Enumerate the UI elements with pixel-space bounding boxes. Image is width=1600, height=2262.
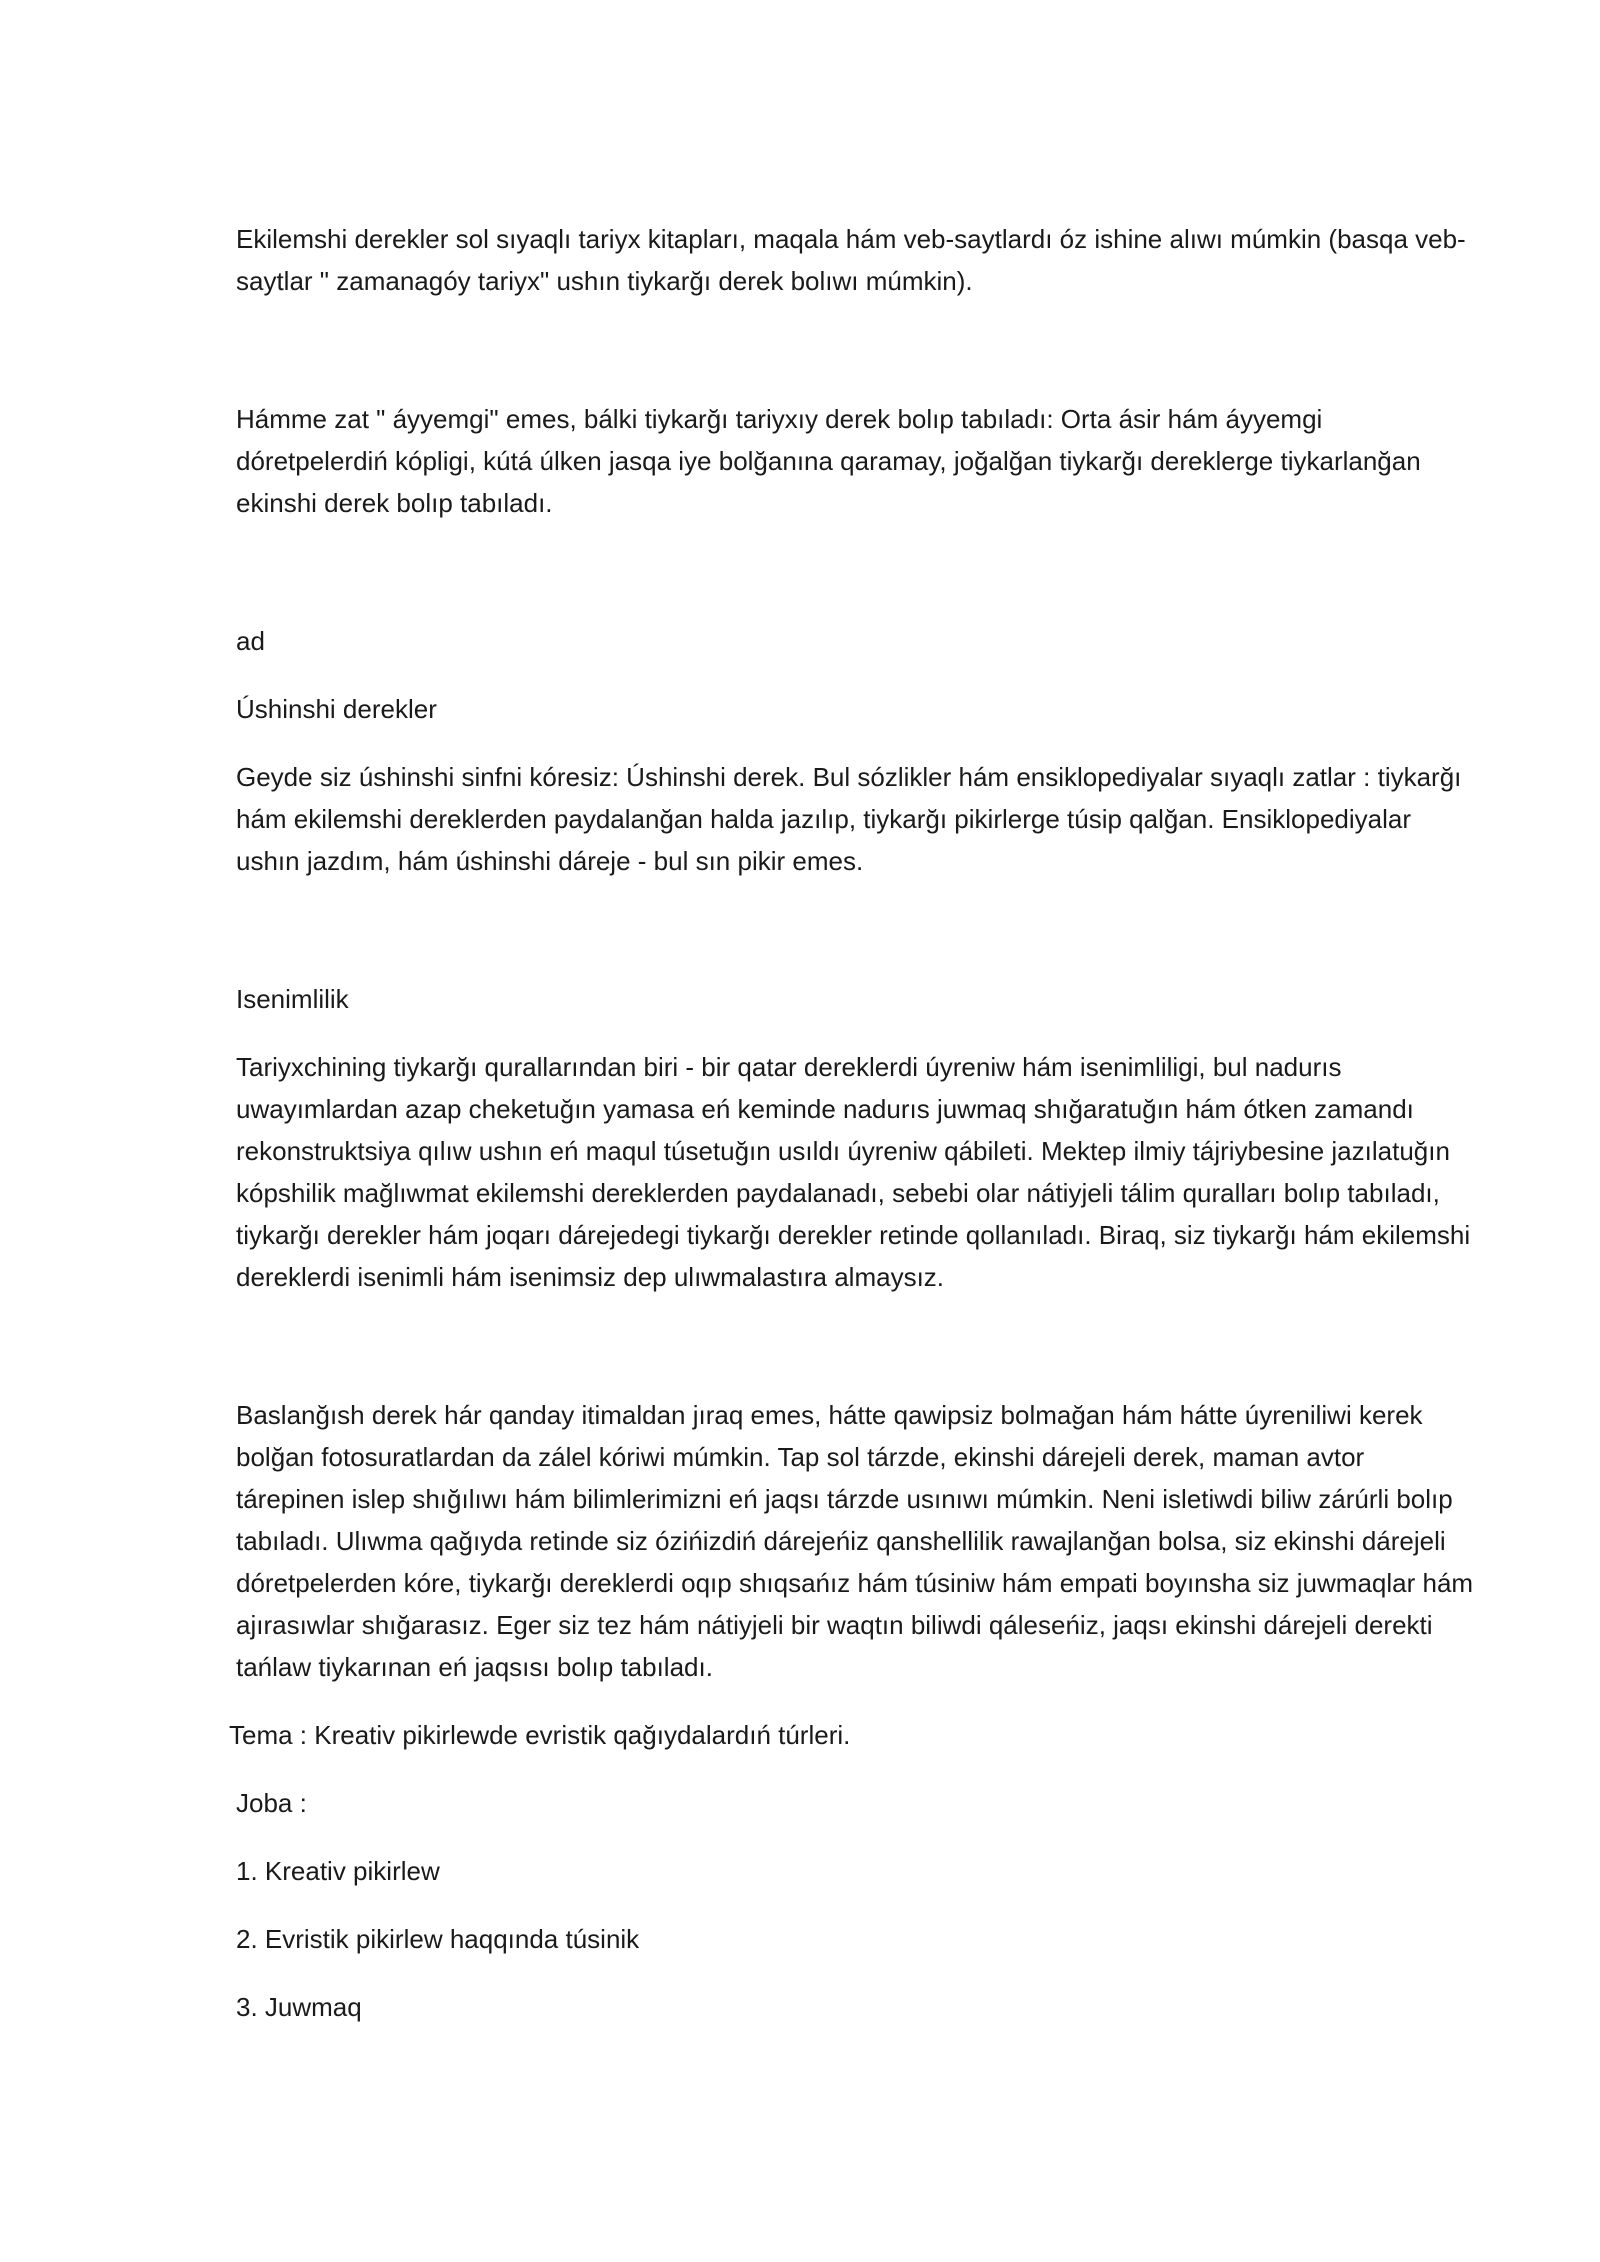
heading-reliability: Isenimlilik: [236, 984, 349, 1014]
topic-line: Tema : Kreativ pikirlewde evristik qağıydalardıń túrleri.: [229, 1720, 851, 1750]
document-body: [229, 218, 1479, 2028]
plan-heading: Joba :: [236, 1788, 307, 1818]
paragraph-secondary-sources: Ekilemshi derekler sol sıyaqlı tariyx kitapları, maqala hám veb-saytlardı óz ishine alıwı múmkin (basqa veb-saytlar " zamanagóy tariyx" ushın tiykarğı derek bolıwı múmkin).: [236, 224, 1466, 296]
plan-item: 2. Evristik pikirlew haqqında túsinik: [236, 1924, 640, 1954]
plan-item: 1. Kreativ pikirlew: [236, 1856, 440, 1886]
plan-item: 3. Juwmaq: [236, 1992, 362, 2022]
heading-tertiary-sources: Úshinshi derekler: [236, 694, 437, 724]
paragraph-ad: ad: [236, 626, 265, 656]
paragraph-ancient-works: Hámme zat " áyyemgi" emes, bálki tiykarğı tariyxıy derek bolıp tabıladı: Orta ásir hám áyyemgi dóretpelerdiń kópligi, kútá úlken jasqa iye bolğanına qaramay, joğalğan tiykarğı dereklerge tiykarlanğan ekinshi derek bolıp tabıladı.: [236, 404, 1421, 518]
paragraph-reliability: Tariyxchining tiykarğı qurallarından biri - bir qatar dereklerdi úyreniw hám isenimliligi, bul nadurıs uwayımlardan azap cheketuğın yamasa eń keminde nadurıs juwmaq shığaratuğın hám ótken zamandı rekonstruktsiya qılıw ushın eń maqul túsetuğın usıldı úyreniw qábileti. Mektep ilmiy tájriybesine jazılatuğın kópshilik mağlıwmat ekilemshi dereklerden paydalanadı, sebebi olar nátiyjeli tálim quralları bolıp tabıladı, tiykarğı derekler hám joqarı dárejedegi tiykarğı derekler retinde qollanıladı. Biraq, siz tiykarğı hám ekilemshi dereklerdi isenimli hám isenimsiz dep ulıwmalastıra almaysız.: [236, 1052, 1471, 1292]
paragraph-primary-source: Baslanğısh derek hár qanday itimaldan jıraq emes, hátte qawipsiz bolmağan hám hátte úyreniliwi kerek bolğan fotosuratlardan da zálel kóriwi múmkin. Tap sol tárzde, ekinshi dárejeli derek, maman avtor tárepinen islep shığılıwı hám bilimlerimizni eń jaqsı tárzde usınıwı múmkin. Neni isletiwdi biliw zárúrli bolıp tabıladı. Ulıwma qağıyda retinde siz ózińizdiń dárejeńiz qanshellilik rawajlanğan bolsa, siz ekinshi dárejeli dóretpelerden kóre, tiykarğı dereklerdi oqıp shıqsańız hám túsiniw hám empati boyınsha siz juwmaqlar hám ajırasıwlar shığarasız. Eger siz tez hám nátiyjeli bir waqtın biliwdi qáleseńiz, jaqsı ekinshi dárejeli derekti tańlaw tiykarınan eń jaqsısı bolıp tabıladı.: [236, 1400, 1474, 1682]
paragraph-tertiary-sources: Geyde siz úshinshi sinfni kóresiz: Úshinshi derek. Bul sózlikler hám ensiklopediyalar sıyaqlı zatlar : tiykarğı hám ekilemshi dereklerden paydalanğan halda jazılıp, tiykarğı pikirlerge túsip qalğan. Ensiklopediyalar ushın jazdım, hám úshinshi dáreje - bul sın pikir emes.: [236, 762, 1462, 876]
